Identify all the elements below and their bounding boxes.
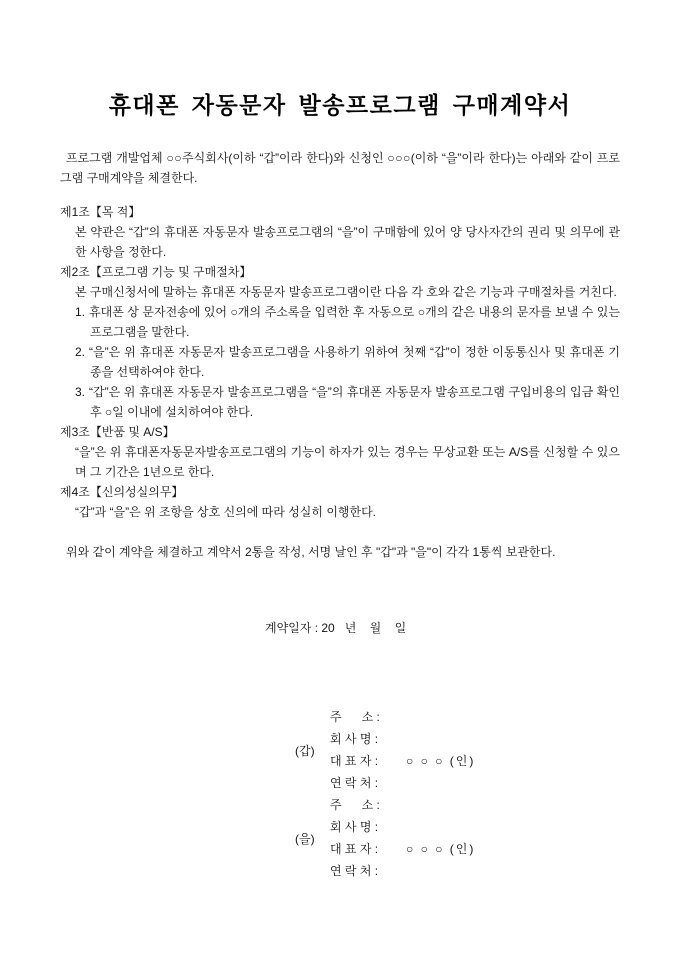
article-1-body: 본 약관은 “갑”의 휴대폰 자동문자 발송프로그램의 “을”이 구매함에 있어 양 당사자간의 권리 및 의무에 관한 사항을 정한다.: [75, 225, 620, 259]
item-number: 3.: [75, 385, 86, 399]
article-4-heading: 제4조【신의성실의무】: [60, 485, 184, 499]
sig-label: 대 표 자 :: [330, 842, 379, 856]
signature-block: [295, 706, 620, 882]
party-label-gap: (갑): [295, 743, 315, 758]
item-text: “을”은 위 휴대폰 자동문자 발송프로그램을 사용하기 위하여 첫째 “갑”이 정한 이동통신사 및 휴대폰 기종을 선택하여야 한다.: [89, 345, 620, 379]
sig-row-representative: [330, 838, 620, 860]
item-text: 휴대폰 상 문자전송에 있어 ○개의 주소록을 입력한 후 자동으로 ○개의 같은 내용의 문자를 보낼 수 있는 프로그램을 말한다.: [89, 305, 620, 339]
article-3-heading: 제3조【반품 및 A/S】: [60, 425, 175, 439]
signature-group-gap: [295, 706, 620, 794]
article-2-item-2: [60, 342, 620, 382]
sig-label: 주 소 :: [330, 798, 380, 812]
sig-row-address: [330, 706, 620, 728]
sig-row-company: [330, 816, 620, 838]
contract-date-line: 계약일자 : 20 년 월 일: [265, 621, 407, 635]
sig-row-company: [330, 728, 620, 750]
signature-rows-gap: [330, 706, 620, 794]
article-4-body: “갑”과 “을”은 위 조항을 상호 신의에 따라 성실히 이행한다.: [75, 505, 377, 519]
sig-value: ○ ○ ○ (인): [406, 842, 476, 856]
article-1-heading: 제1조【목 적】: [60, 205, 141, 219]
sig-row-contact: [330, 772, 620, 794]
sig-row-representative: [330, 750, 620, 772]
article-1: [60, 202, 620, 262]
sig-label: 회 사 명 :: [330, 820, 379, 834]
article-2: [60, 262, 620, 422]
article-2-heading: 제2조【프로그램 기능 및 구매절차】: [60, 265, 252, 279]
sig-label: 회 사 명 :: [330, 732, 379, 746]
sig-label: 주 소 :: [330, 710, 380, 724]
sig-label: 연 락 처 :: [330, 864, 379, 878]
document-title: 휴대폰 자동문자 발송프로그램 구매계약서: [108, 92, 572, 118]
item-number: 1.: [75, 305, 86, 319]
article-2-item-3: [60, 382, 620, 422]
item-number: 2.: [75, 345, 86, 359]
article-2-item-list: [60, 302, 620, 422]
article-2-body: 본 구매신청서에 말하는 휴대폰 자동문자 발송프로그램이란 다음 각 호와 같은 기능과 구매절차를 거친다.: [75, 285, 617, 299]
item-text: “갑”은 위 휴대폰 자동문자 발송프로그램을 “을”의 휴대폰 자동문자 발송프로그램 구입비용의 입금 확인 후 ○일 이내에 설치하여야 한다.: [89, 385, 620, 419]
article-2-item-1: [60, 302, 620, 342]
party-label-eul: (을): [295, 831, 315, 846]
article-4: [60, 482, 620, 522]
sig-row-address: [330, 794, 620, 816]
article-3-body: “을”은 위 휴대폰자동문자발송프로그램의 기능이 하자가 있는 경우는 무상교환 또는 A/S를 신청할 수 있으며 그 기간은 1년으로 한다.: [75, 445, 620, 479]
signature-rows-eul: [330, 794, 620, 882]
sig-label: 대 표 자 :: [330, 754, 379, 768]
intro-paragraph: 프로그램 개발업체 ○○주식회사(이하 “갑”이라 한다)와 신청인 ○○○(이하 “을”이라 한다)는 아래와 같이 프로그램 구매계약을 체결한다.: [60, 151, 620, 185]
articles-section: [60, 202, 620, 522]
article-3: [60, 422, 620, 482]
sig-value: ○ ○ ○ (인): [406, 754, 476, 768]
sig-row-contact: [330, 860, 620, 882]
closing-statement: 위와 같이 계약을 체결하고 계약서 2통을 작성, 서명 날인 후 "갑"과 "을"이 각각 1통씩 보관한다.: [66, 545, 556, 559]
signature-group-eul: [295, 794, 620, 882]
sig-label: 연 락 처 :: [330, 776, 379, 790]
